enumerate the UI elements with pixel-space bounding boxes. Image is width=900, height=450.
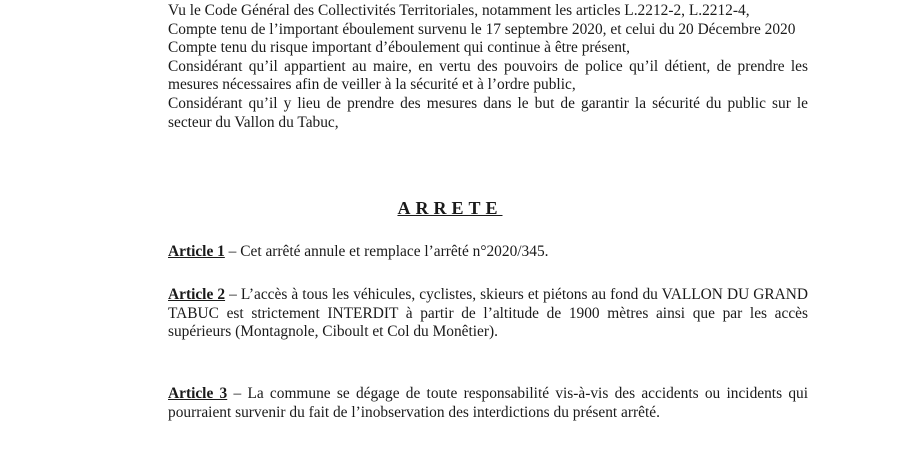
article-2-text: – L’accès à tous les véhicules, cyclistes, skieurs et piétons au fond du VALLON DU GRAND TABUC est strictement INTERDIT à partir de l’altitude de 1900 mètres ainsi que par les accès supérieurs (Montagnole, Ciboult et Col du Monêtier). [168, 286, 809, 341]
document-title: ARRETE [397, 198, 503, 218]
preamble-securite: Considérant qu’il y lieu de prendre des mesures dans le but de garantir la sécurité du public sur le secteur du Vallon du Tabuc, [168, 94, 808, 131]
article-3 [168, 385, 808, 422]
article-2 [168, 286, 808, 342]
preamble-pouvoirs: Considérant qu’il appartient au maire, en vertu des pouvoirs de police qu’il détient, de prendre les mesures nécessaires afin de veiller à la sécurité et à l’ordre public, [168, 57, 808, 94]
article-1-label: Article 1 [168, 243, 225, 260]
article-1-text: – Cet arrêté annule et remplace l’arrêté n°2020/345. [224, 243, 549, 260]
article-3-text: – La commune se dégage de toute responsabilité vis-à-vis des accidents ou incidents qui pourraient survenir du fait de l’inobservation des interdictions du présent arrêté. [168, 385, 808, 421]
preamble-risque: Compte tenu du risque important d’éboulement qui continue à être présent, [168, 39, 631, 57]
article-1 [168, 243, 808, 262]
article-3-label: Article 3 [168, 385, 228, 402]
preamble-eboulement: Compte tenu de l’important éboulement survenu le 17 septembre 2020, et celui du 20 Décembre 2020 [168, 20, 796, 38]
article-2-label: Article 2 [168, 286, 226, 303]
preamble [168, 2, 808, 132]
preamble-code: Vu le Code Général des Collectivités Territoriales, notamment les articles L.2212-2, L.2212-4, [168, 2, 750, 19]
